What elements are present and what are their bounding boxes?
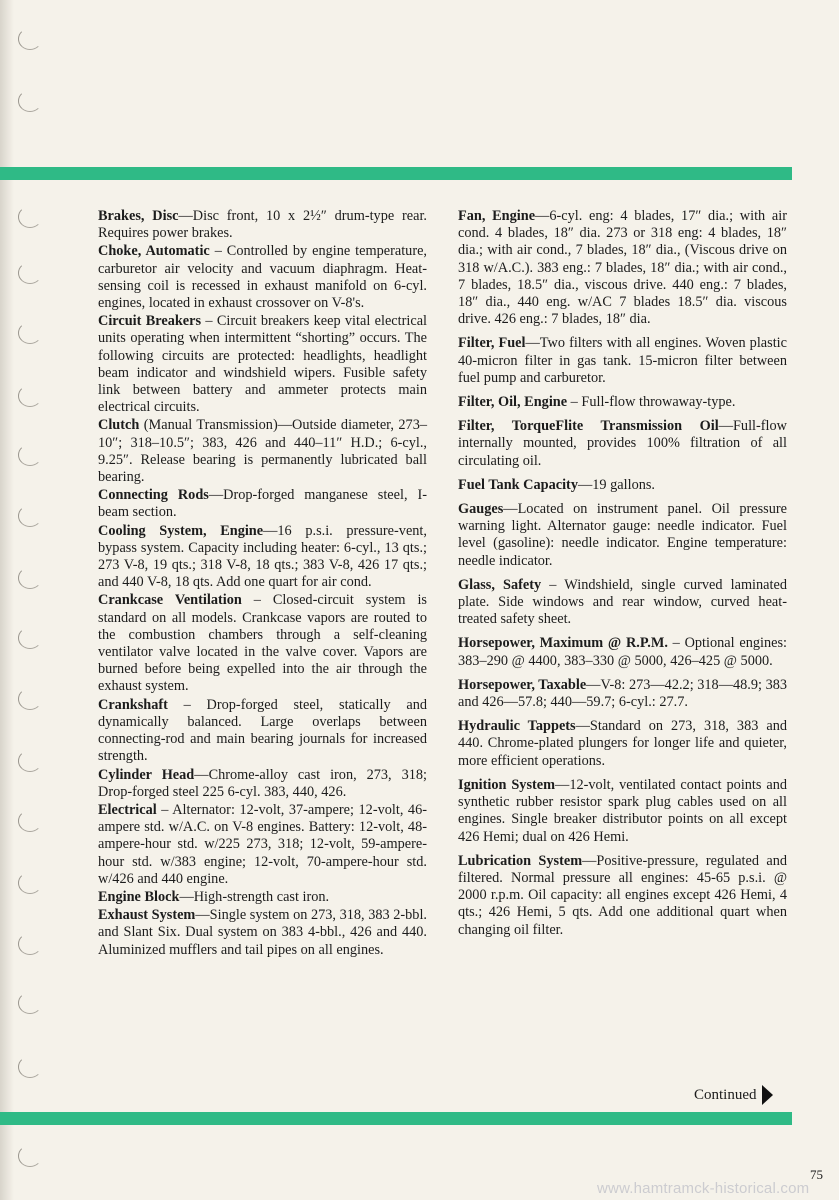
spec-text: —Single system on 273, 318, 383 2-bbl. and Slant Six. Dual system on 383 4-bbl., 426 and 440. Aluminized mufflers and tail pipes on all engines. (98, 907, 427, 958)
binder-hole (18, 627, 42, 649)
spec-entry-lubrication-system (458, 853, 787, 939)
binder-hole (18, 262, 42, 284)
spec-text: —Full-flow internally mounted, provides 100% filtration of all circulating oil. (458, 418, 787, 469)
spec-term: Glass, Safety (458, 576, 542, 593)
spec-term: Gauges (458, 501, 504, 518)
spec-term: Filter, Fuel (458, 335, 526, 352)
spec-entry-fan-engine (458, 208, 787, 328)
spec-entry-crankcase-ventilation (98, 592, 427, 695)
spec-text: (Manual Transmission)—Outside diameter, 273–10″; 318–10.5″; 383, 426 and 440–11″ H.D.; 6-cyl., 9.25″. Release bearing is permanently lubricated ball bearing. (98, 417, 427, 486)
binder-hole (18, 385, 42, 407)
spec-entry-horsepower-maximum (458, 635, 787, 669)
spec-text: – Optional engines: 383–290 @ 4400, 383–330 @ 5000, 426–425 @ 5000. (458, 635, 787, 669)
spec-term: Filter, Oil, Engine (458, 394, 568, 411)
spec-term: Exhaust System (98, 907, 196, 924)
spec-entry-filter-fuel (458, 335, 787, 387)
triangle-right-icon (762, 1085, 773, 1105)
spec-text: – Closed-circuit system is standard on all models. Crankcase vapors are routed to the combustion chambers through a self-cleaning ventilator valve located in the valve cover. Vapors are burned before being expelled into the air through the exhaust system. (98, 592, 427, 695)
spec-entry-electrical (98, 802, 427, 888)
spec-text: – Full-flow throwaway-type. (567, 394, 736, 411)
spec-text: —6-cyl. eng: 4 blades, 17″ dia.; with air cond. 4 blades, 18″ dia. 273 or 318 eng: 4 blades, 18″ dia.; with air cond., 7 blades, 18″ dia., (Viscous drive on 318 w/A.C.). 383 eng.: 7 blades, 18″ dia.; with air cond., 7 blades, 18.5″ dia., viscous drive. 440 eng.: 7 blades, 18″ dia., 440 eng. w/AC 7 blades 18.5″ dia. viscous drive. 426 eng.: 7 blades, 18″ dia. (458, 208, 788, 328)
spec-term: Horsepower, Maximum @ R.P.M. (458, 635, 668, 652)
spec-text: —19 gallons. (577, 476, 656, 493)
spec-term: Engine Block (98, 888, 180, 905)
spec-entry-filter-oil-engine (458, 394, 787, 411)
spec-entry-circuit-breakers (98, 313, 427, 416)
spec-term: Brakes, Disc (98, 208, 179, 224)
binder-holes (0, 0, 60, 1200)
spec-term: Hydraulic Tappets (458, 718, 576, 735)
binder-hole (18, 28, 42, 50)
right-spec-column (458, 208, 787, 946)
spec-term: Fuel Tank Capacity (458, 476, 578, 493)
spec-term: Crankcase Ventilation (98, 592, 242, 609)
binder-hole (18, 322, 42, 344)
spec-term: Ignition System (458, 776, 556, 793)
spec-entry-cylinder-head (98, 767, 427, 801)
binder-hole (18, 750, 42, 772)
binder-hole (18, 992, 42, 1014)
spec-text: —Drop-forged manganese steel, I-beam section. (98, 487, 427, 521)
spec-text: —High-strength cast iron. (179, 888, 330, 905)
spec-text: —Positive-pressure, regulated and filtered. Normal pressure all engines: 45-65 p.s.i. @ 2000 r.p.m. Oil capacity: all engines except 426 Hemi, 4 qts.; 426 Hemi, 5 qts. Add one additional quart when changing oil filter. (458, 852, 787, 938)
spec-term: Circuit Breakers (98, 313, 202, 330)
spec-entry-filter-torqueflite (458, 418, 787, 470)
spec-term: Cooling System, Engine (98, 522, 264, 539)
spec-entry-clutch (98, 417, 427, 486)
spec-text: – Circuit breakers keep vital electrical units operating when intermittent “shorting” occurs. The following circuits are protected: headlights, headlight beam indicator and windshield wipers. Fusible safety link between battery and ammeter protects main electrical circuits. (98, 313, 428, 416)
binder-hole (18, 567, 42, 589)
spec-entry-ignition-system (458, 777, 787, 846)
spec-text: —Standard on 273, 318, 383 and 440. Chrome-plated plungers for longer life and quieter, more efficient operations. (458, 718, 787, 769)
spec-term: Connecting Rods (98, 487, 209, 504)
spec-entry-horsepower-taxable (458, 677, 787, 711)
binder-hole (18, 933, 42, 955)
binder-hole (18, 206, 42, 228)
spec-text: —Two filters with all engines. Woven plastic 40-micron filter in gas tank. 15-micron filter between fuel pump and carburetor. (458, 335, 787, 386)
spec-entry-cooling-system (98, 523, 427, 592)
spec-term: Lubrication System (458, 852, 583, 869)
spec-term: Filter, TorqueFlite Transmission Oil (458, 418, 719, 435)
binder-hole (18, 505, 42, 527)
continued-label: Continued (694, 1086, 757, 1103)
top-green-rule (0, 167, 792, 180)
binder-hole (18, 444, 42, 466)
spec-text: – Alternator: 12-volt, 37-ampere; 12-volt, 46-ampere std. w/A.C. on V-8 engines. Battery: 12-volt, 48-ampere-hour std. w/225 273, 318; 12-volt, 59-ampere-hour std. w/383 engine; 12-volt, 70-ampere-hour std. w/426 and 440 engine. (98, 801, 427, 887)
spec-entry-fuel-tank-capacity (458, 477, 787, 494)
spec-entry-connecting-rods (98, 487, 427, 521)
spec-text: – Windshield, single curved laminated plate. Side windows and rear window, curved heat-treated safety sheet. (458, 576, 787, 628)
spec-term: Electrical (98, 801, 157, 818)
binder-hole (18, 688, 42, 710)
binder-hole (18, 810, 42, 832)
spec-term: Clutch (98, 417, 140, 434)
spec-entry-crankshaft (98, 697, 427, 766)
spec-text: —Chrome-alloy cast iron, 273, 318; Drop-forged steel 225 6-cyl. 383, 440, 426. (98, 766, 427, 800)
spec-term: Cylinder Head (98, 766, 195, 783)
spec-term: Choke, Automatic (98, 243, 210, 260)
spec-text: – Controlled by engine temperature, carburetor air velocity and vacuum diaphragm. Heat-sensing coil is recessed in exhaust manifold on 6-cyl. engines, located in exhaust crossover on V-8's. (98, 243, 427, 312)
spec-term: Crankshaft (98, 696, 168, 713)
spec-text: – Drop-forged steel, statically and dynamically balanced. Large overlaps between connecting-rod and main bearing journals for increased strength. (98, 696, 427, 765)
page-number: 75 (810, 1167, 823, 1182)
continued-indicator (694, 1085, 773, 1105)
binder-hole (18, 1056, 42, 1078)
binder-hole (18, 1145, 42, 1167)
left-spec-column (98, 208, 427, 960)
spec-text: —12-volt, ventilated contact points and synthetic rubber resistor spark plug cables used on all engines. Single breaker distributor points on all except 426 Hemi; dual on 426 Hemi. (458, 776, 787, 845)
binder-hole (18, 872, 42, 894)
bottom-green-rule (0, 1112, 792, 1125)
spec-term: Fan, Engine (458, 208, 536, 224)
spec-entry-gauges (458, 501, 787, 570)
spec-text: —16 p.s.i. pressure-vent, bypass system. Capacity including heater: 6-cyl., 13 qts.; 273 V-8, 19 qts.; 318 V-8, 18 qts.; 383 V-8, 426 17 qts.; and 440 V-8, 18 qts. Add one quart for air cond. (98, 522, 427, 591)
spec-entry-glass-safety (458, 577, 787, 629)
spec-text: —V-8: 273—42.2; 318—48.9; 383 and 426—57.8; 440—59.7; 6-cyl.: 27.7. (458, 676, 788, 711)
spec-entry-choke-automatic (98, 243, 427, 312)
spec-entry-exhaust-system (98, 907, 427, 959)
spec-term: Horsepower, Taxable (458, 676, 587, 693)
spec-text: —Disc front, 10 x 2½″ drum-type rear. Requires power brakes. (98, 208, 428, 242)
spec-entry-hydraulic-tappets (458, 718, 787, 770)
spec-entry-brakes-disc (98, 208, 427, 242)
spec-text: —Located on instrument panel. Oil pressure warning light. Alternator gauge: needle indicator. Fuel level (gasoline): needle indicator. Engine temperature: needle indicator. (458, 501, 787, 569)
binder-hole (18, 90, 42, 112)
spec-entry-engine-block (98, 889, 427, 906)
watermark: www.hamtramck-historical.com (597, 1180, 810, 1197)
